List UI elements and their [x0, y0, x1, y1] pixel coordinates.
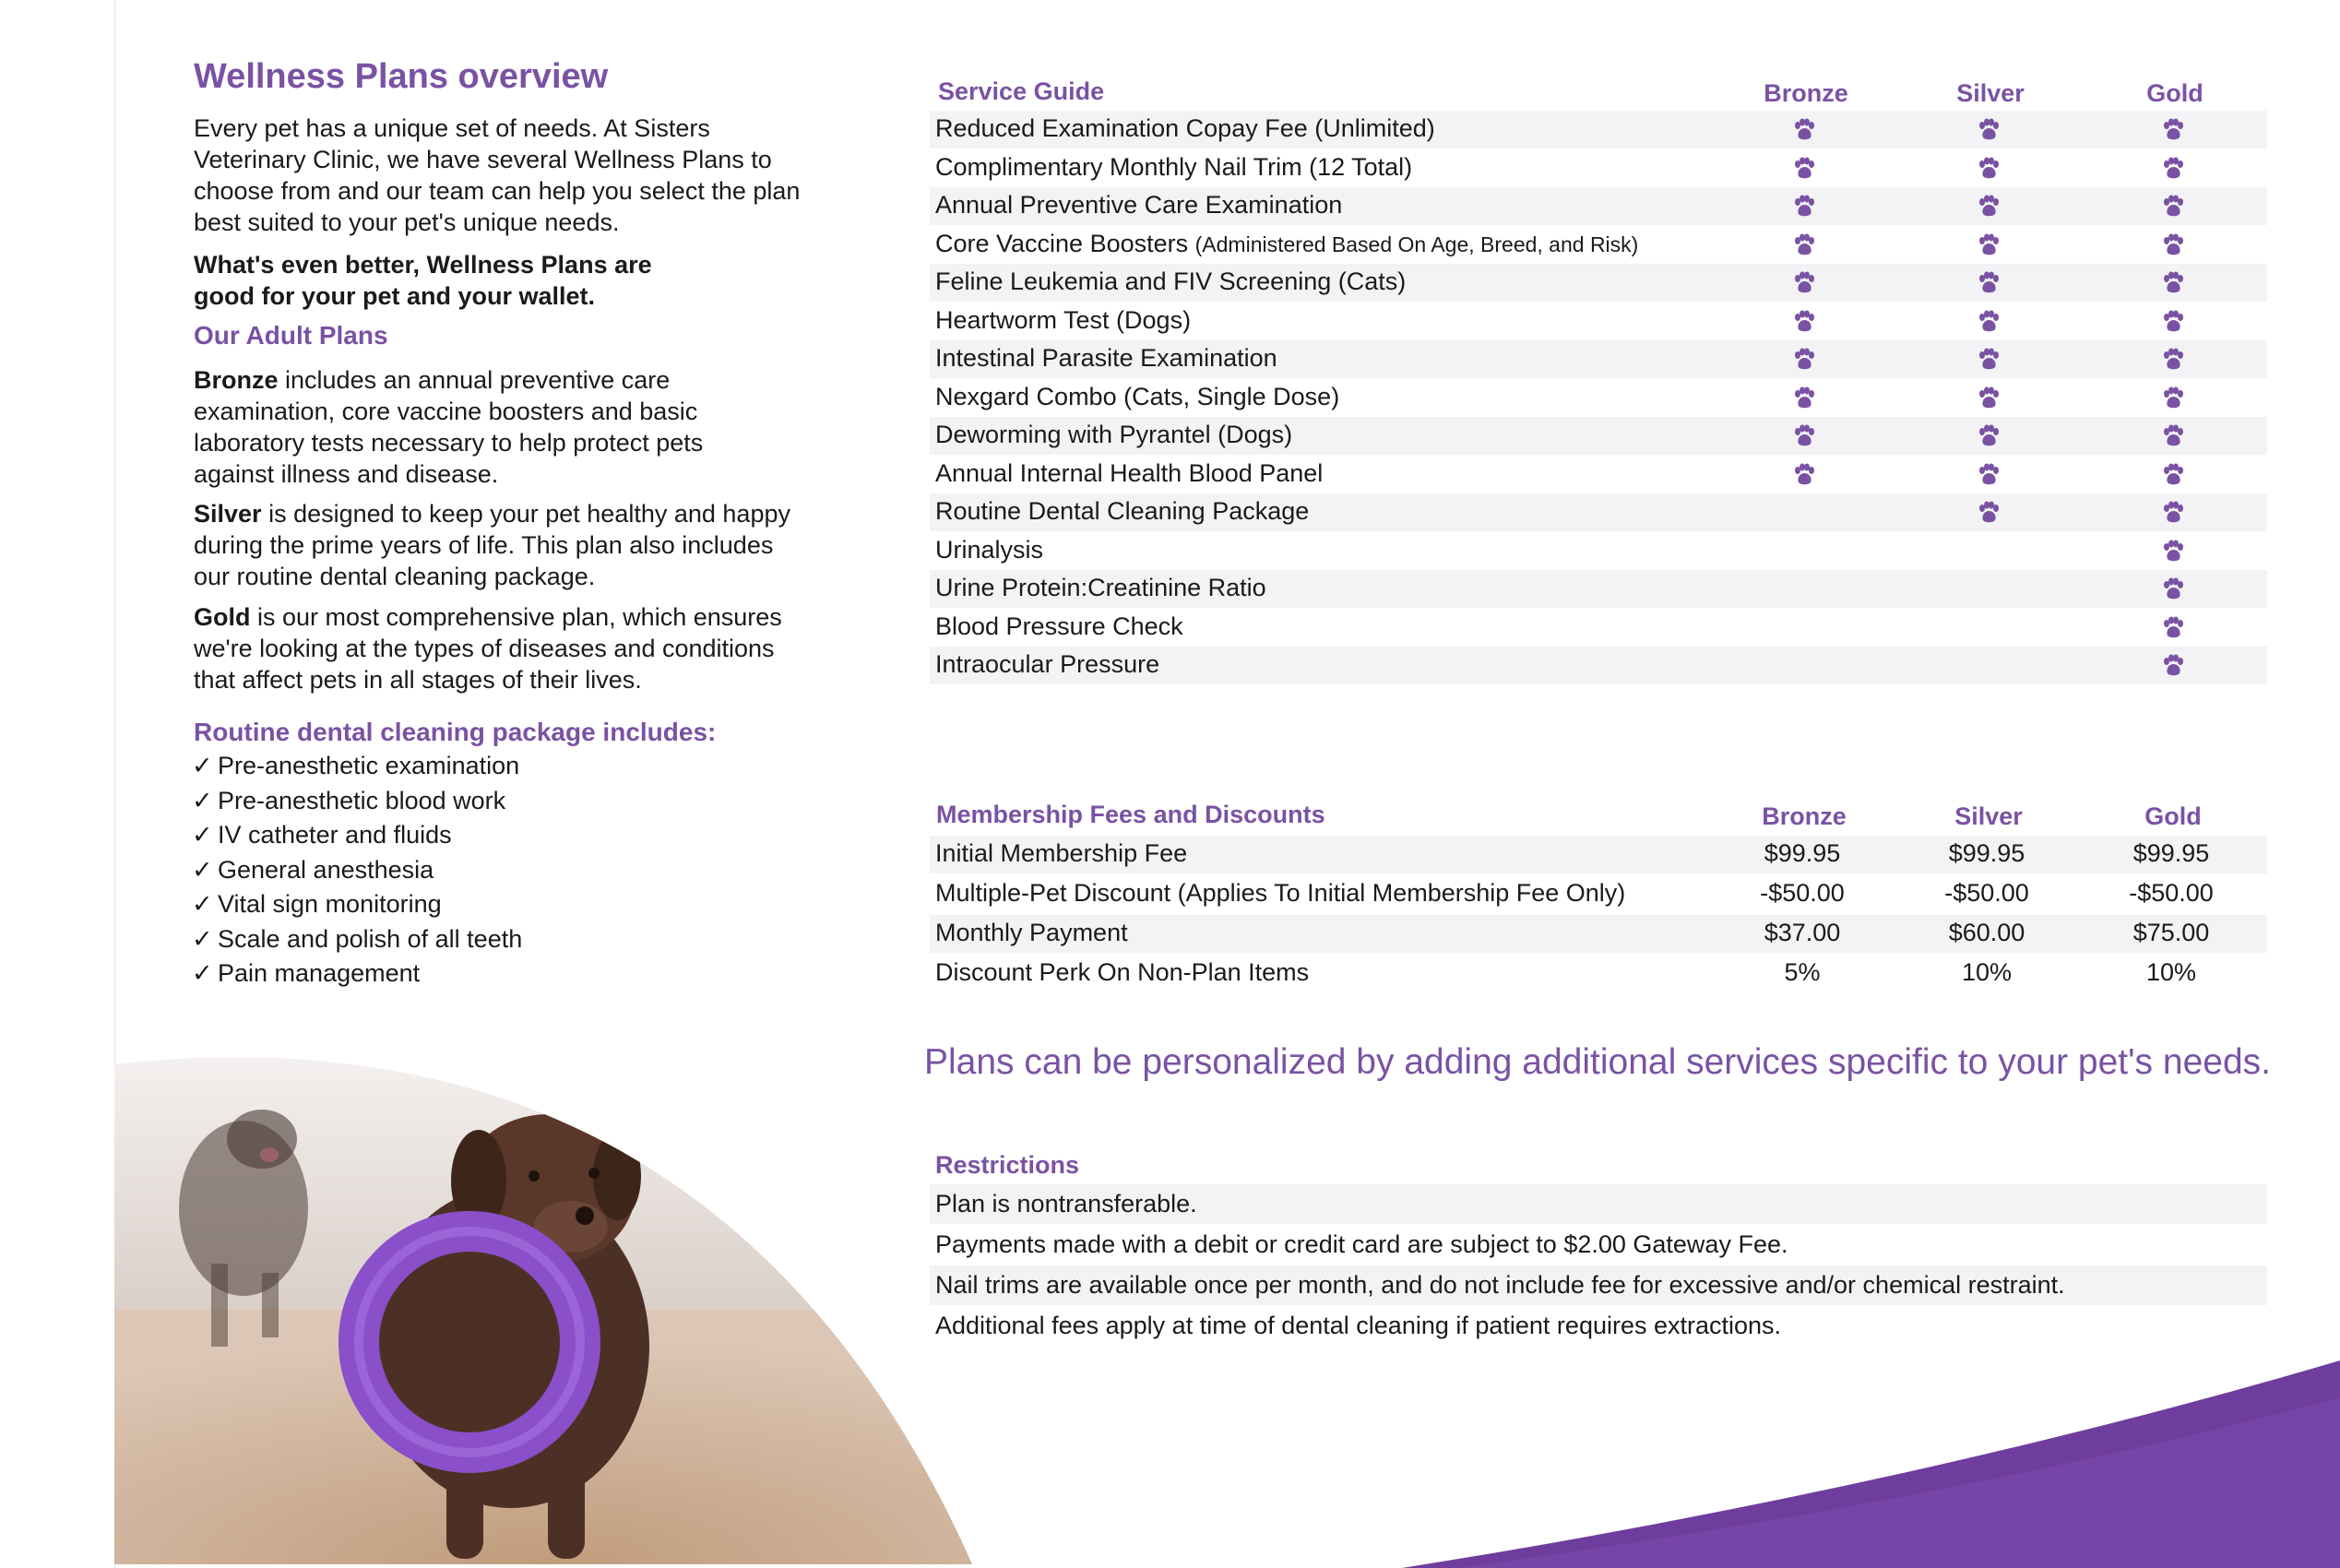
- paw-icon: [2161, 271, 2185, 295]
- paw-icon: [1977, 195, 2001, 219]
- restriction-text: Nail trims are available once per month, and do not include fee for excessive and/or chemical restraint.: [935, 1271, 2065, 1299]
- service-row: [930, 226, 2267, 264]
- gold-plan-name: Gold: [194, 603, 251, 631]
- dental-item-label: Pain management: [218, 959, 421, 987]
- restrictions-heading: Restrictions: [935, 1151, 1080, 1179]
- paw-icon: [2161, 348, 2185, 372]
- paw-icon: [1977, 424, 2001, 448]
- service-guide-heading: Service Guide: [938, 77, 1105, 105]
- paw-icon: [2161, 654, 2185, 678]
- restriction-text: Additional fees apply at time of dental cleaning if patient requires extractions.: [935, 1312, 1782, 1339]
- dental-list-item: [192, 818, 522, 853]
- paw-icon: [1977, 463, 2001, 487]
- service-row: [930, 187, 2267, 225]
- fee-row: [930, 955, 2267, 992]
- service-row: [930, 456, 2267, 493]
- service-col-silver: Silver: [1956, 79, 2025, 107]
- paw-icon: [1792, 271, 1816, 295]
- paw-icon: [1977, 386, 2001, 410]
- service-row: [930, 264, 2267, 302]
- service-label: Blood Pressure Check: [935, 612, 1183, 640]
- dental-package-heading: Routine dental cleaning package includes:: [194, 718, 717, 746]
- paw-icon: [1977, 348, 2001, 372]
- restriction-item: [930, 1265, 2267, 1305]
- service-row: [930, 149, 2267, 187]
- service-label: Routine Dental Cleaning Package: [935, 497, 1310, 525]
- service-label: Annual Internal Health Blood Panel: [935, 458, 1324, 487]
- dental-item-label: Pre-anesthetic blood work: [218, 786, 506, 814]
- fee-label: Discount Perk On Non-Plan Items: [935, 958, 1310, 986]
- dental-item-label: IV catheter and fluids: [218, 821, 452, 849]
- paw-icon: [1792, 310, 1816, 334]
- paw-icon: [2161, 616, 2185, 640]
- service-label: Deworming with Pyrantel (Dogs): [935, 421, 1293, 448]
- paw-icon: [2161, 118, 2185, 142]
- dog-photo: [114, 1051, 972, 1564]
- restriction-item: [930, 1184, 2267, 1224]
- fee-label: Monthly Payment: [935, 919, 1128, 946]
- paw-icon: [1977, 271, 2001, 295]
- checkmark-icon: ✓: [192, 821, 213, 849]
- fee-row: [930, 875, 2267, 913]
- gold-desc-text: is our most comprehensive plan, which ensures we're looking at the types of diseases and conditions that affect pets in all stages of their lives.: [194, 603, 782, 694]
- dental-item-label: Scale and polish of all teeth: [218, 924, 523, 953]
- gold-description: [194, 601, 802, 695]
- paw-icon: [1792, 118, 1816, 142]
- service-note: (Administered Based On Age, Breed, and Risk): [1194, 232, 1639, 256]
- fee-value: -$50.00: [1944, 879, 2029, 907]
- paw-icon: [2161, 233, 2185, 257]
- service-row: [930, 303, 2267, 340]
- service-label: Nexgard Combo (Cats, Single Dose): [935, 382, 1340, 410]
- paw-icon: [1792, 233, 1816, 257]
- dental-item-label: Vital sign monitoring: [218, 890, 442, 918]
- fee-value: 10%: [2145, 958, 2197, 986]
- bronze-plan-name: Bronze: [194, 366, 279, 394]
- restriction-item: [930, 1225, 2267, 1265]
- fee-label: Initial Membership Fee: [935, 839, 1188, 867]
- fee-value: 10%: [1961, 958, 2013, 986]
- paw-icon: [2161, 424, 2185, 448]
- service-label: Feline Leukemia and FIV Screening (Cats): [935, 267, 1407, 295]
- service-label: Annual Preventive Care Examination: [935, 191, 1343, 219]
- fee-value: $37.00: [1764, 919, 1841, 946]
- paw-icon: [2161, 463, 2185, 487]
- bronze-desc-text: includes an annual preventive care examination, core vaccine boosters and basic laboratory tests necessary to help protect pets against illness and disease.: [194, 366, 704, 488]
- service-label: Urinalysis: [935, 535, 1044, 564]
- fee-value: $60.00: [1948, 919, 2025, 946]
- highlight-paragraph: What's even better, Wellness Plans are good for your pet and your wallet.: [194, 251, 652, 310]
- fee-label: Multiple-Pet Discount (Applies To Initial Membership Fee Only): [935, 879, 1626, 907]
- service-row: [930, 532, 2267, 570]
- silver-plan-name: Silver: [194, 500, 262, 528]
- service-col-bronze: Bronze: [1764, 79, 1848, 107]
- checkmark-icon: ✓: [192, 959, 213, 987]
- service-label: Heartworm Test (Dogs): [935, 305, 1192, 334]
- paw-icon: [1977, 310, 2001, 334]
- service-row: [930, 493, 2267, 531]
- dental-item-label: Pre-anesthetic examination: [218, 752, 520, 779]
- dental-list-item: [192, 749, 522, 784]
- checkmark-icon: ✓: [192, 855, 213, 884]
- service-col-gold: Gold: [2146, 79, 2203, 107]
- fee-row: [930, 915, 2267, 953]
- paw-icon: [2161, 157, 2185, 181]
- service-row: [930, 340, 2267, 378]
- dental-list-item: [192, 784, 522, 819]
- fee-value: $99.95: [1948, 839, 2025, 867]
- paw-icon: [1792, 424, 1816, 448]
- fee-value: 5%: [1784, 958, 1821, 986]
- paw-icon: [2161, 195, 2185, 219]
- service-label: Intraocular Pressure: [935, 650, 1160, 678]
- fee-value: $99.95: [1764, 839, 1841, 867]
- paw-icon: [1792, 195, 1816, 219]
- fees-col-silver: Silver: [1954, 802, 2023, 830]
- paw-icon: [1977, 501, 2001, 525]
- fee-value: $75.00: [2132, 919, 2210, 946]
- dental-package-list: [192, 749, 522, 992]
- dental-list-item: [192, 887, 522, 922]
- fees-col-bronze: Bronze: [1762, 802, 1847, 830]
- bronze-description: [194, 364, 710, 490]
- restriction-text: Plan is nontransferable.: [935, 1190, 1197, 1218]
- service-label: Intestinal Parasite Examination: [935, 344, 1277, 372]
- adult-plans-heading: Our Adult Plans: [194, 321, 388, 350]
- service-row: [930, 111, 2267, 148]
- service-label: Reduced Examination Copay Fee (Unlimited): [935, 114, 1435, 142]
- fees-heading: Membership Fees and Discounts: [936, 801, 1325, 828]
- paw-icon: [1792, 463, 1816, 487]
- fee-value: -$50.00: [1760, 879, 1845, 907]
- fee-value: $99.95: [2132, 839, 2210, 867]
- checkmark-icon: ✓: [192, 890, 213, 918]
- paw-icon: [1977, 118, 2001, 142]
- dental-list-item: [192, 853, 522, 888]
- service-label: Complimentary Monthly Nail Trim (12 Total): [935, 152, 1413, 181]
- fee-value: -$50.00: [2129, 879, 2214, 907]
- fees-col-gold: Gold: [2144, 802, 2202, 830]
- service-row: [930, 570, 2267, 608]
- restriction-item: [930, 1306, 2267, 1346]
- paw-icon: [2161, 310, 2185, 334]
- intro-paragraph: Every pet has a unique set of needs. At Sisters Veterinary Clinic, we have several Wellness Plans to choose from and our team can help you select the plan best suited to your pet's unique needs.: [194, 114, 801, 236]
- paw-icon: [2161, 540, 2185, 564]
- checkmark-icon: ✓: [192, 786, 213, 814]
- paw-icon: [2161, 386, 2185, 410]
- dental-item-label: General anesthesia: [218, 855, 434, 884]
- service-row: [930, 417, 2267, 455]
- dental-list-item: [192, 956, 522, 992]
- checkmark-icon: ✓: [192, 924, 213, 953]
- silver-description: [194, 498, 802, 592]
- dental-list-item: [192, 922, 522, 957]
- service-label: Core Vaccine Boosters (Administered Based On Age, Breed, and Risk): [935, 229, 1639, 257]
- restriction-text: Payments made with a debit or credit card are subject to $2.00 Gateway Fee.: [935, 1230, 1788, 1258]
- page-title: Wellness Plans overview: [194, 57, 609, 96]
- paw-icon: [1792, 348, 1816, 372]
- paw-icon: [1792, 386, 1816, 410]
- fee-row: [930, 836, 2267, 873]
- paw-icon: [2161, 501, 2185, 525]
- checkmark-icon: ✓: [192, 752, 213, 779]
- silver-desc-text: is designed to keep your pet healthy and happy during the prime years of life. This plan also includes our routine dental cleaning package.: [194, 500, 790, 590]
- service-row: [930, 647, 2267, 684]
- personalization-tagline: Plans can be personalized by adding additional services specific to your pet's needs.: [924, 1042, 2271, 1082]
- service-row: [930, 609, 2267, 647]
- service-label: Urine Protein:Creatinine Ratio: [935, 574, 1266, 601]
- paw-icon: [2161, 577, 2185, 601]
- paw-icon: [1977, 233, 2001, 257]
- service-row: [930, 379, 2267, 417]
- paw-icon: [1792, 157, 1816, 181]
- paw-icon: [1977, 157, 2001, 181]
